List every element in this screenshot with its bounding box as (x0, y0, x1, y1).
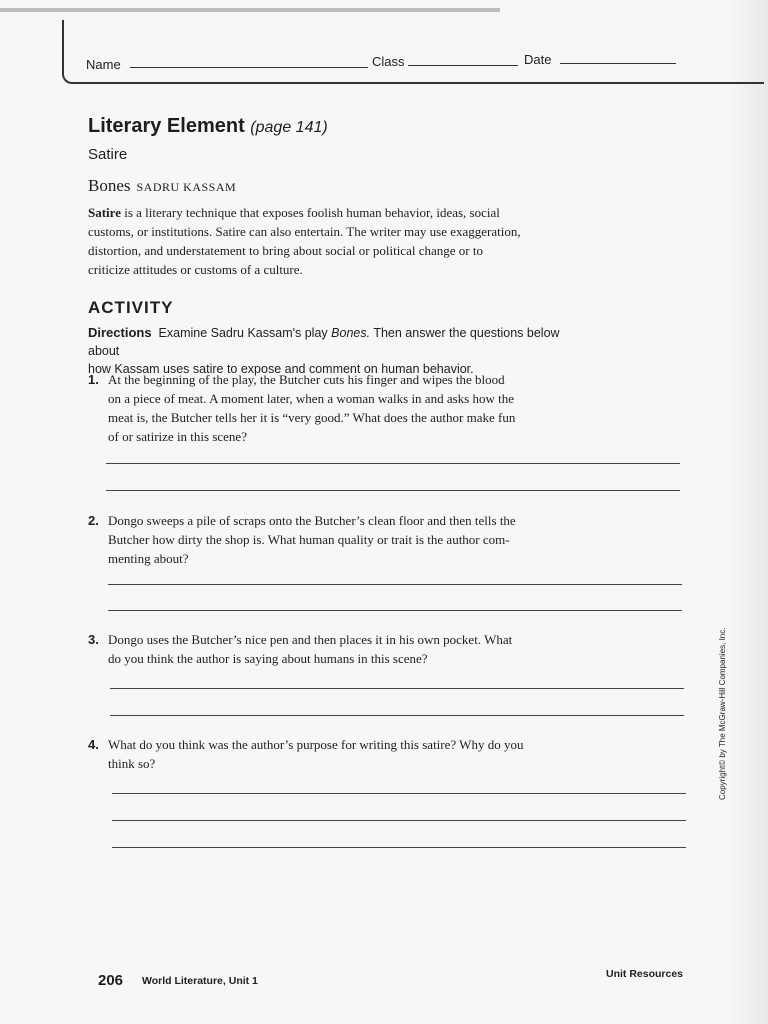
answer-line[interactable] (112, 847, 686, 848)
question-4 (88, 735, 588, 773)
top-rule (0, 8, 500, 12)
story-title: Bones (88, 176, 131, 195)
book-title: World Literature, Unit 1 (142, 975, 258, 987)
question-2 (88, 511, 588, 568)
intro-line: customs, or institutions. Satire can also entertain. The writer may use exaggeration, (88, 224, 521, 239)
question-number: 2. (88, 513, 99, 528)
answer-line[interactable] (106, 463, 680, 464)
story-heading (88, 176, 236, 196)
name-field[interactable] (130, 67, 368, 68)
story-author: SADRU KASSAM (136, 180, 237, 194)
directions-label: Directions (88, 325, 152, 340)
question-line: on a piece of meat. A moment later, when a woman walks in and asks how the (108, 391, 514, 406)
question-number: 1. (88, 372, 99, 387)
page-number: 206 (98, 972, 124, 989)
intro-line: distortion, and understatement to bring about social or political change or to (88, 243, 483, 258)
directions-text: Then answer the questions below about (88, 326, 560, 358)
question-line: At the beginning of the play, the Butcher cuts his finger and wipes the blood (108, 372, 505, 387)
question-number: 3. (88, 632, 99, 647)
answer-line[interactable] (110, 688, 684, 689)
question-line: meat is, the Butcher tells her it is “very good.” What does the author make fun (108, 410, 516, 425)
title-page-ref: (page 141) (250, 119, 328, 136)
question-1 (88, 370, 588, 446)
date-field[interactable] (560, 63, 676, 64)
question-line: think so? (108, 756, 156, 771)
directions-play-title: Bones. (331, 326, 371, 340)
answer-line[interactable] (110, 715, 684, 716)
answer-line[interactable] (106, 490, 680, 491)
answer-line[interactable] (108, 584, 682, 585)
directions-text: how Kassam uses satire to expose and comment on human behavior. (88, 362, 474, 376)
page-edge-shadow (728, 0, 768, 1024)
question-line: What do you think was the author’s purpose for writing this satire? Why do you (108, 737, 524, 752)
intro-line: is a literary technique that exposes foolish human behavior, ideas, social (124, 205, 500, 220)
question-line: of or satirize in this scene? (108, 429, 247, 444)
answer-line[interactable] (108, 610, 682, 611)
copyright-notice: Copyright© by The McGraw-Hill Companies, Inc. (718, 627, 727, 800)
date-label: Date (524, 52, 552, 67)
intro-paragraph (88, 203, 588, 279)
answer-line[interactable] (112, 793, 686, 794)
page-title (88, 115, 328, 138)
question-line: do you think the author is saying about humans in this scene? (108, 651, 428, 666)
question-line: menting about? (108, 551, 189, 566)
question-3 (88, 630, 588, 668)
section-label: Unit Resources (606, 968, 684, 980)
name-header-box (62, 20, 764, 84)
name-label: Name (86, 57, 121, 72)
answer-line[interactable] (112, 820, 686, 821)
question-line: Butcher how dirty the shop is. What human quality or trait is the author com- (108, 532, 510, 547)
question-line: Dongo uses the Butcher’s nice pen and then places it in his own pocket. What (108, 632, 513, 647)
page-subtitle: Satire (88, 146, 128, 163)
question-number: 4. (88, 737, 99, 752)
directions-text: Examine Sadru Kassam's play (158, 326, 328, 340)
class-field[interactable] (408, 65, 518, 66)
activity-heading: ACTIVITY (88, 298, 174, 317)
class-label: Class (372, 54, 405, 69)
intro-term: Satire (88, 205, 121, 220)
question-line: Dongo sweeps a pile of scraps onto the Butcher’s clean floor and then tells the (108, 513, 516, 528)
title-text: Literary Element (88, 115, 245, 137)
intro-line: criticize attitudes or customs of a culture. (88, 262, 303, 277)
